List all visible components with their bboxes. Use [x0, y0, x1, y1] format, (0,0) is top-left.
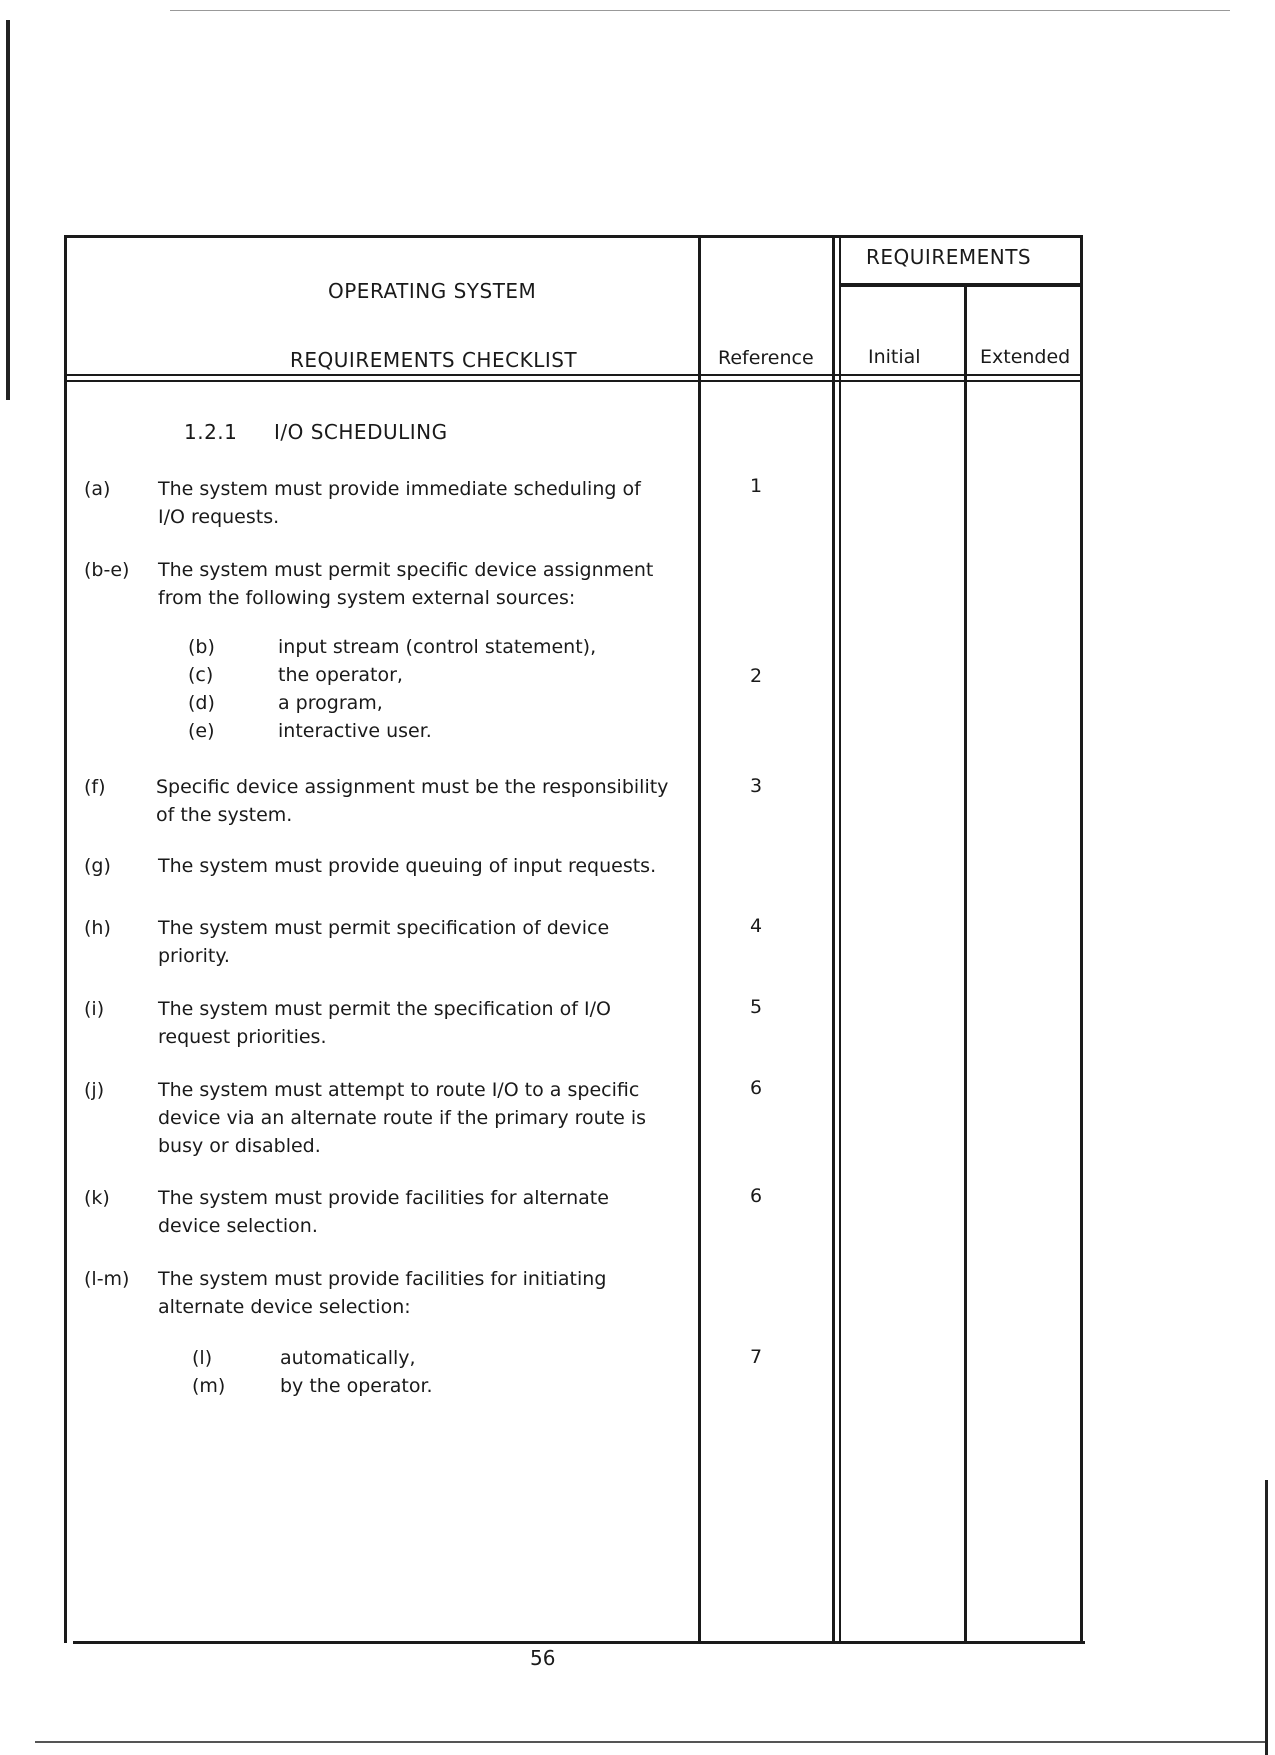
subitem-label: (l) [192, 1347, 213, 1369]
divider-requirements-left-1 [832, 235, 835, 1643]
initial-header: Initial [868, 346, 921, 368]
item-label: (i) [84, 998, 105, 1020]
item-label: (l-m) [84, 1268, 130, 1290]
table-border-left [64, 235, 67, 1643]
subitem-label: (c) [188, 664, 214, 686]
subitem-text: by the operator. [280, 1375, 433, 1397]
subitem-label: (e) [188, 720, 215, 742]
item-text: The system must permit specific device assignment from the following system external sources: [158, 559, 654, 609]
title-line2: REQUIREMENTS CHECKLIST [290, 348, 578, 372]
item-label: (g) [84, 855, 111, 877]
item-reference: 3 [749, 775, 763, 797]
subitem-text: input stream (control statement), [278, 636, 597, 658]
item-label: (j) [84, 1079, 105, 1101]
header-rule-2 [64, 380, 1083, 382]
section-number: 1.2.1 [184, 420, 238, 444]
header-rule-1 [64, 374, 1083, 376]
table-border-bottom [73, 1641, 1085, 1644]
subitems-lm-reference: 7 [749, 1346, 763, 1368]
subitem-text: the operator, [278, 664, 403, 686]
item-reference: 4 [749, 915, 763, 937]
subitem-text: interactive user. [278, 720, 432, 742]
divider-requirements-left-2 [839, 235, 841, 1643]
item-label: (a) [84, 478, 111, 500]
table-border-top [64, 235, 1080, 238]
requirements-header: REQUIREMENTS [866, 245, 1032, 269]
item-text: Specific device assignment must be the responsibility of the system. [156, 776, 669, 826]
section-title: I/O SCHEDULING [274, 420, 448, 444]
subitem-text: automatically, [280, 1347, 416, 1369]
item-label: (b-e) [84, 559, 130, 581]
requirements-header-rule [840, 283, 1080, 287]
page-number: 56 [530, 1646, 556, 1670]
item-reference: 1 [749, 475, 763, 497]
item-reference: 5 [749, 996, 763, 1018]
subitems-be-reference: 2 [749, 665, 763, 687]
table-border-right [1080, 235, 1083, 1643]
item-text: The system must provide immediate scheduling of I/O requests. [158, 478, 641, 528]
extended-header: Extended [980, 346, 1071, 368]
item-label: (h) [84, 917, 111, 939]
item-text: The system must permit the specification of I/O request priorities. [158, 998, 611, 1048]
item-label: (k) [84, 1187, 110, 1209]
item-text: The system must provide facilities for alternate device selection. [158, 1187, 609, 1237]
title-line1: OPERATING SYSTEM [328, 279, 537, 303]
subitem-text: a program, [278, 692, 383, 714]
subitem-label: (d) [188, 692, 215, 714]
item-reference: 6 [749, 1185, 763, 1207]
divider-initial-extended [964, 285, 967, 1643]
item-text: The system must provide queuing of input requests. [158, 855, 657, 877]
item-text: The system must provide facilities for initiating alternate device selection: [158, 1268, 607, 1318]
item-label: (f) [84, 776, 106, 798]
item-text: The system must attempt to route I/O to a specific device via an alternate route if the primary route is busy or disabled. [158, 1079, 647, 1157]
subitem-label: (m) [192, 1375, 226, 1397]
item-text: The system must permit specification of device priority. [158, 917, 610, 967]
item-reference: 6 [749, 1077, 763, 1099]
reference-header: Reference [718, 347, 814, 369]
subitem-label: (b) [188, 636, 215, 658]
divider-reference-left [698, 235, 701, 1643]
